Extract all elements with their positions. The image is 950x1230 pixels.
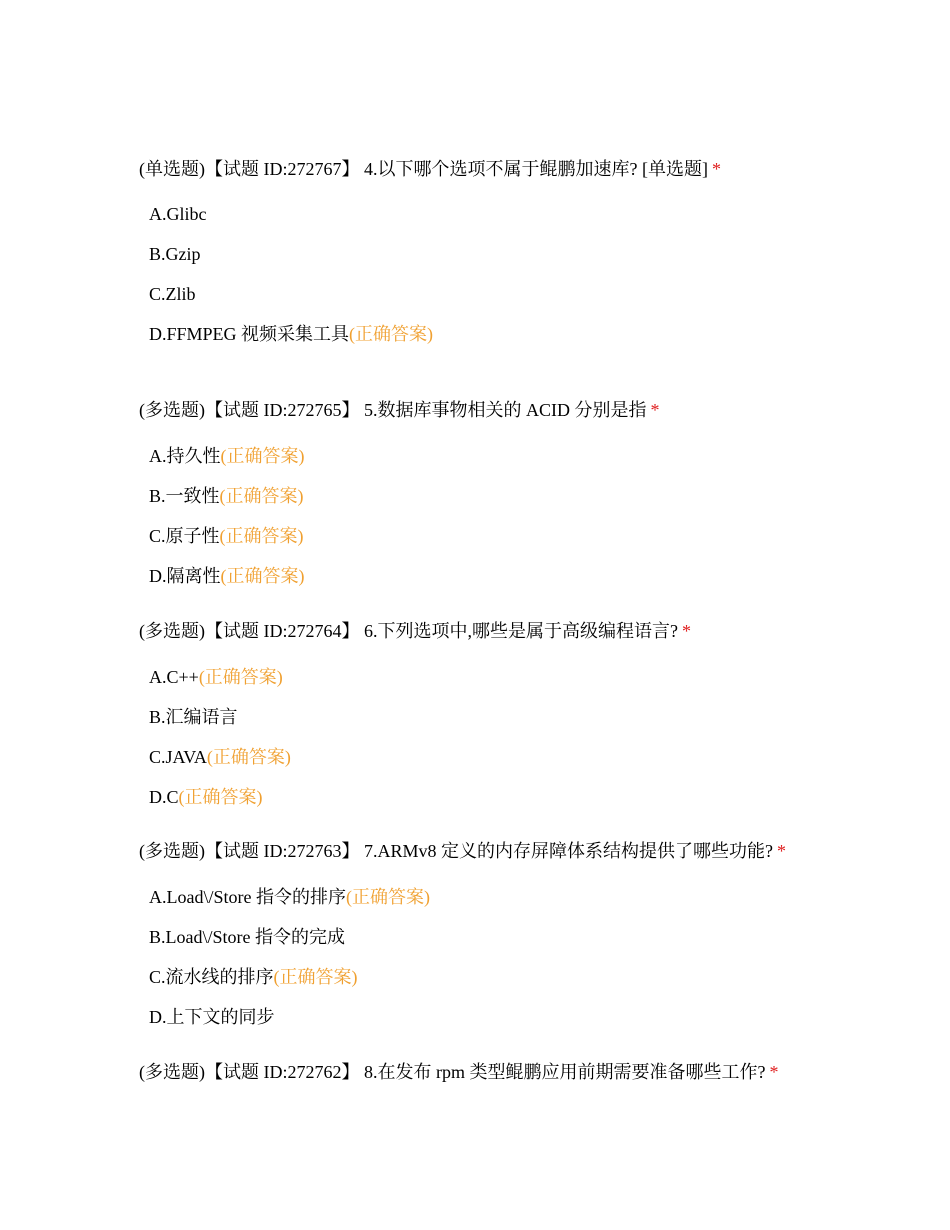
option-item (149, 282, 196, 306)
option-item (149, 965, 358, 989)
option-item (149, 885, 430, 909)
question-title (139, 619, 919, 643)
required-mark: * (769, 1062, 779, 1082)
required-mark: * (681, 621, 691, 641)
correct-answer-tag: (正确答案) (219, 486, 304, 506)
option-text: C.流水线的排序 (149, 967, 274, 987)
correct-answer-tag: (正确答案) (198, 667, 283, 687)
option-item (149, 202, 207, 226)
question-block (139, 157, 919, 344)
question-title-text: (单选题)【试题 ID:272767】 4.以下哪个选项不属于鲲鹏加速库? [单选题] (139, 159, 708, 179)
option-text: A.Glibc (149, 204, 207, 224)
required-mark: * (650, 400, 660, 420)
option-item (149, 444, 305, 468)
option-text: B.Load\/Store 指令的完成 (149, 927, 345, 947)
question-title (139, 157, 919, 181)
correct-answer-tag: (正确答案) (273, 967, 358, 987)
option-text: B.一致性 (149, 486, 220, 506)
correct-answer-tag: (正确答案) (220, 566, 305, 586)
correct-answer-tag: (正确答案) (219, 526, 304, 546)
option-text: D.FFMPEG 视频采集工具 (149, 324, 350, 344)
option-text: A.持久性 (149, 446, 221, 466)
option-item (149, 484, 304, 508)
question-block (139, 839, 919, 1027)
option-item (149, 745, 291, 769)
option-text: A.Load\/Store 指令的排序 (149, 887, 346, 907)
option-item (149, 705, 238, 729)
option-item (149, 564, 305, 588)
correct-answer-tag: (正确答案) (206, 747, 291, 767)
question-title (139, 1060, 919, 1084)
option-item (149, 1005, 275, 1029)
required-mark: * (776, 841, 786, 861)
correct-answer-tag: (正确答案) (349, 324, 434, 344)
option-item (149, 925, 345, 949)
option-item (149, 785, 263, 809)
option-text: D.隔离性 (149, 566, 221, 586)
option-text: C.原子性 (149, 526, 220, 546)
question-block (139, 398, 919, 586)
option-text: D.上下文的同步 (149, 1007, 275, 1027)
question-title-text: (多选题)【试题 ID:272762】 8.在发布 rpm 类型鲲鹏应用前期需要准备哪些工作? (139, 1062, 766, 1082)
option-text: B.Gzip (149, 244, 201, 264)
option-text: A.C++ (149, 667, 199, 687)
question-block (139, 1060, 919, 1084)
correct-answer-tag: (正确答案) (178, 787, 263, 807)
question-title-text: (多选题)【试题 ID:272763】 7.ARMv8 定义的内存屏障体系结构提供了哪些功能? (139, 841, 773, 861)
correct-answer-tag: (正确答案) (220, 446, 305, 466)
question-block (139, 619, 919, 807)
option-text: D.C (149, 787, 179, 807)
option-text: B.汇编语言 (149, 707, 238, 727)
option-item (149, 322, 433, 346)
option-item (149, 242, 201, 266)
correct-answer-tag: (正确答案) (345, 887, 430, 907)
question-title-text: (多选题)【试题 ID:272765】 5.数据库事物相关的 ACID 分别是指 (139, 400, 647, 420)
question-title (139, 398, 919, 422)
question-title (139, 839, 919, 863)
option-item (149, 665, 283, 689)
option-text: C.JAVA (149, 747, 207, 767)
option-item (149, 524, 304, 548)
option-text: C.Zlib (149, 284, 196, 304)
required-mark: * (711, 159, 721, 179)
question-title-text: (多选题)【试题 ID:272764】 6.下列选项中,哪些是属于高级编程语言? (139, 621, 678, 641)
